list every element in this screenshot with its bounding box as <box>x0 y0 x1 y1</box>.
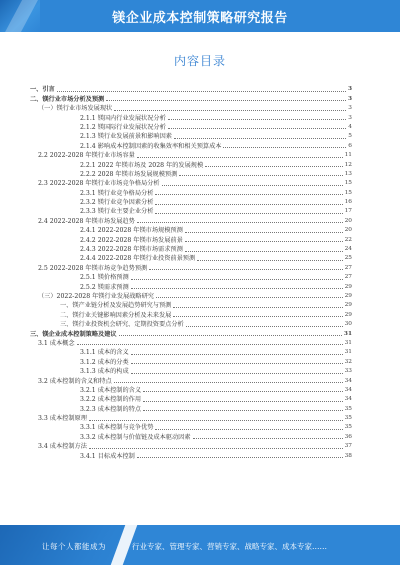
toc-entry-title: 3.4.1 目标成本控制 <box>80 452 135 460</box>
toc-entry-title: 2.4 2022-2028 年镁市场发展趋势 <box>38 217 135 225</box>
toc-entry-page: 38 <box>344 452 352 459</box>
toc-entry-title: 一、镁产业链分析及发展趋势研究与预测 <box>60 302 172 310</box>
toc-entry-title: 2.5.1 镁价格预测 <box>80 274 129 282</box>
toc-leader-dots <box>156 297 343 298</box>
toc-entry[interactable] <box>30 197 352 206</box>
toc-entry-title: 3.3 成本控制原理 <box>38 415 87 423</box>
footer-slogan-right: 行业专家、管理专家、营销专家、战略专家、成本专家…… <box>132 542 327 551</box>
toc-entry[interactable] <box>30 385 352 394</box>
toc-entry[interactable] <box>30 112 352 121</box>
toc-entry-title: 2.1.2 镁国际行业发展状况分析 <box>80 123 166 131</box>
toc-entry[interactable] <box>30 422 352 431</box>
toc-entry-page: 35 <box>344 405 352 412</box>
toc-entry[interactable] <box>30 84 352 93</box>
toc-entry-page: 3 <box>348 114 352 121</box>
toc-entry-title: 2.4.1 2022-2028 年镁市场规模预测 <box>80 227 183 235</box>
toc-entry-title: 2.3 2022-2028 年镁行业市场竞争格局分析 <box>38 180 160 188</box>
toc-entry-title: 2.1.3 镁行业发展前景和影响因素 <box>80 133 172 141</box>
toc-entry-page: 37 <box>344 443 352 450</box>
toc-entry[interactable] <box>30 328 352 337</box>
toc-entry-page: 16 <box>344 199 352 206</box>
toc-entry-page: 36 <box>344 433 352 440</box>
toc-leader-dots <box>155 429 342 430</box>
toc-entry-title: 二、镁行业关键影响因素分析及未来发展 <box>60 311 172 319</box>
toc-leader-dots <box>155 194 342 195</box>
toc-entry-title: 2.3.1 镁行业竞争格局分析 <box>80 189 154 197</box>
toc-leader-dots <box>179 175 342 176</box>
toc-entry-page: 27 <box>344 264 352 271</box>
toc-entry-page: 31 <box>344 339 352 346</box>
toc-entry-title: 一、引言 <box>30 86 55 94</box>
toc-entry[interactable] <box>30 122 352 131</box>
toc-entry-title: 二、镁行业市场分析及预测 <box>30 95 105 103</box>
toc-entry-title: 2.4.3 2022-2028 年镁市场需求预测 <box>80 246 183 254</box>
toc-entry[interactable] <box>30 366 352 375</box>
report-title: 镁企业成本控制策略研究报告 <box>112 11 288 26</box>
toc-leader-dots <box>137 457 343 458</box>
toc-entry[interactable] <box>30 450 352 459</box>
toc-entry[interactable] <box>30 413 352 422</box>
toc-entry-page: 17 <box>344 208 352 215</box>
toc-entry[interactable] <box>30 356 352 365</box>
toc-leader-dots <box>155 213 342 214</box>
toc-entry-title: 2.1.4 影响成本控制因素的收集效率和相关预算成本 <box>80 142 222 150</box>
toc-entry-page: 27 <box>344 274 352 281</box>
toc-leader-dots <box>131 363 343 364</box>
toc-entry-title: 2.3.2 镁行业竞争因素分析 <box>80 199 154 207</box>
toc-leader-dots <box>131 354 343 355</box>
toc-leader-dots <box>162 185 343 186</box>
toc-entry[interactable] <box>30 140 352 149</box>
toc-entry-page: 3 <box>348 105 352 112</box>
toc-entry-page: 3 <box>347 95 352 102</box>
toc-entry[interactable] <box>30 300 352 309</box>
toc-entry-page: 22 <box>344 236 352 243</box>
toc-entry-page: 25 <box>344 255 352 262</box>
toc-entry[interactable] <box>30 131 352 140</box>
toc-entry[interactable] <box>30 225 352 234</box>
toc-entry-title: 3.3.2 成本控制与价值链及成本驱动因素 <box>80 433 191 441</box>
toc-entry[interactable] <box>30 441 352 450</box>
toc-leader-dots <box>131 288 343 289</box>
toc-leader-dots <box>89 448 343 449</box>
toc-leader-dots <box>143 401 343 402</box>
toc-entry[interactable] <box>30 338 352 347</box>
toc-entry-page: 31 <box>344 349 352 356</box>
toc-entry-title: 2.2.2 2028 年镁市场发展规模预测 <box>80 170 178 178</box>
toc-entry-title: （一）镁行业市场发展现状 <box>38 105 113 113</box>
toc-leader-dots <box>173 316 342 317</box>
toc-entry[interactable] <box>30 394 352 403</box>
toc-entry-page: 15 <box>344 180 352 187</box>
toc-leader-dots <box>149 269 342 270</box>
toc-entry-title: 2.5.2 镁需求预测 <box>80 283 129 291</box>
toc-entry-page: 20 <box>344 217 352 224</box>
toc-leader-dots <box>114 110 346 111</box>
toc-entry[interactable] <box>30 169 352 178</box>
toc-entry[interactable] <box>30 309 352 318</box>
toc-title: 内容目录 <box>173 54 226 68</box>
toc-leader-dots <box>168 119 347 120</box>
toc-leader-dots <box>185 232 343 233</box>
toc-entry-title: 2.1.1 镁国内行业发展状况分析 <box>80 114 166 122</box>
toc-entry-page: 20 <box>344 227 352 234</box>
toc-entry-page: 34 <box>344 396 352 403</box>
toc-entry-title: 2.2.1 2022 年镁市场及 2028 年的发展规模 <box>80 161 204 169</box>
toc-leader-dots <box>193 438 343 439</box>
toc-leader-dots <box>114 382 343 383</box>
toc-leader-dots <box>137 222 343 223</box>
toc-entry[interactable] <box>30 262 352 271</box>
toc-entry-page: 12 <box>344 161 352 168</box>
toc-entry-title: 3.1 成本概念 <box>38 339 75 347</box>
toc-entry-page: 34 <box>344 386 352 393</box>
toc-entry-title: 3.1.2 成本的分类 <box>80 358 129 366</box>
toc-leader-dots <box>137 157 343 158</box>
toc-entry[interactable] <box>30 319 352 328</box>
toc-leader-dots <box>155 204 342 205</box>
toc-entry-page: 29 <box>344 302 352 309</box>
toc-leader-dots <box>197 260 342 261</box>
toc-entry-page: 31 <box>343 330 352 337</box>
toc-entry-page: 13 <box>344 170 352 177</box>
toc-leader-dots <box>143 410 343 411</box>
toc-entry[interactable] <box>30 187 352 196</box>
toc-entry-page: 29 <box>344 292 352 299</box>
toc-entry[interactable] <box>30 206 352 215</box>
toc-entry-page: 15 <box>344 189 352 196</box>
toc-leader-dots <box>185 241 343 242</box>
toc-entry[interactable] <box>30 215 352 224</box>
toc-entry-page: 34 <box>344 377 352 384</box>
toc-entry[interactable] <box>30 93 352 102</box>
toc-entry-title: 2.5 2022-2028 年镁市场竞争趋势预测 <box>38 264 148 272</box>
toc-entry[interactable] <box>30 150 352 159</box>
toc-leader-dots <box>106 100 346 101</box>
toc-entry-page: 35 <box>344 424 352 431</box>
toc-entry-title: 三、镁行业投资机会研究、定期投资要点分析 <box>60 321 184 329</box>
toc-entry[interactable] <box>30 272 352 281</box>
toc-leader-dots <box>173 307 342 308</box>
footer-slogan-left: 让每个人都能成为 <box>42 542 106 551</box>
toc-entry-title: 3.1.3 成本的构成 <box>80 368 129 376</box>
toc-entry-title: 2.2 2022-2028 年镁行业市场容量 <box>38 152 135 160</box>
toc-entry-title: 3.2.2 成本控制的作用 <box>80 396 142 404</box>
toc-leader-dots <box>131 373 343 374</box>
toc-entry[interactable] <box>30 244 352 253</box>
toc-leader-dots <box>174 138 346 139</box>
toc-leader-dots <box>131 279 343 280</box>
toc-entry[interactable] <box>30 178 352 187</box>
toc-entry-title: 3.2.3 成本控制的特点 <box>80 405 142 413</box>
toc-entry[interactable] <box>30 291 352 300</box>
toc-entry-page: 32 <box>344 358 352 365</box>
toc-entry-page: 29 <box>344 311 352 318</box>
toc-entry-page: 3 <box>347 86 352 93</box>
toc-leader-dots <box>185 251 343 252</box>
toc-entry-page: 30 <box>344 321 352 328</box>
toc-entry-title: 2.4.2 2022-2028 年镁市场发展前景 <box>80 236 183 244</box>
toc-entry-title: 3.1.1 成本的含义 <box>80 349 129 357</box>
toc-entry[interactable] <box>30 253 352 262</box>
toc-entry-title: 2.4.4 2022-2028 年镁行业投资前景预测 <box>80 255 196 263</box>
toc-entry[interactable] <box>30 159 352 168</box>
toc-leader-dots <box>77 344 343 345</box>
toc-leader-dots <box>186 326 343 327</box>
toc-leader-dots <box>168 128 347 129</box>
toc-leader-dots <box>119 335 342 336</box>
toc-entry[interactable] <box>30 103 352 112</box>
toc-entry-title: （三）2022-2028 年镁行业发展战略研究 <box>38 292 154 300</box>
toc-entry-page: 11 <box>344 152 352 159</box>
toc-entry-title: 三、镁企业成本控制策略及建议 <box>30 330 117 338</box>
toc-entry[interactable] <box>30 234 352 243</box>
toc-leader-dots <box>57 91 346 92</box>
toc-entry-title: 3.2 成本控制的含义和特点 <box>38 377 112 385</box>
toc-entry-title: 3.4 成本控制方法 <box>38 443 87 451</box>
toc-leader-dots <box>223 147 346 148</box>
toc-entry-page: 4 <box>348 123 352 130</box>
toc-entry-page: 5 <box>348 133 352 140</box>
toc-entry-title: 2.3.3 镁行业主要企业分析 <box>80 208 154 216</box>
toc-entry-page: 29 <box>344 283 352 290</box>
toc-entry-page: 24 <box>344 246 352 253</box>
toc-entry[interactable] <box>30 403 352 412</box>
toc-entry-page: 35 <box>344 415 352 422</box>
toc-entry-title: 3.3.1 成本控制与竞争优势 <box>80 424 154 432</box>
toc-leader-dots <box>143 391 343 392</box>
toc-leader-dots <box>89 420 343 421</box>
toc-entry-page: 33 <box>344 368 352 375</box>
toc-entry-page: 6 <box>348 142 352 149</box>
table-of-contents <box>30 84 352 502</box>
toc-entry[interactable] <box>30 375 352 384</box>
toc-leader-dots <box>205 166 342 167</box>
toc-entry-title: 3.2.1 成本控制的含义 <box>80 386 142 394</box>
toc-entry[interactable] <box>30 347 352 356</box>
toc-entry[interactable] <box>30 431 352 440</box>
toc-entry[interactable] <box>30 281 352 290</box>
